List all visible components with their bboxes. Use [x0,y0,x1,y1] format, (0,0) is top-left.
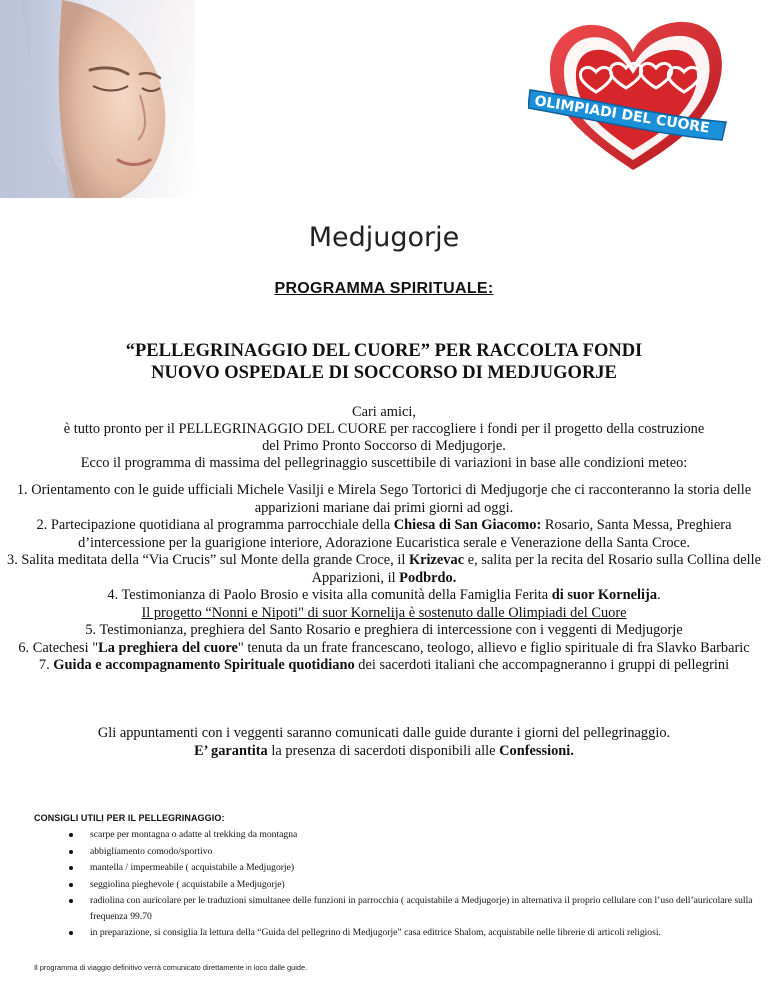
program-item-4-end: . [657,587,661,603]
program-item-2 [6,517,762,552]
headline-line-2: NUOVO OSPEDALE DI SOCCORSO DI MEDJUGORJE [151,363,617,383]
program-item-1: 1. Orientamento con le guide ufficiali Michele Vasilji e Mirela Sego Tortorici di Medjugorje che ci racconteranno la storia delle apparizioni mariane dai primi giorni ad oggi. [16,482,752,516]
olimpiadi-del-cuore-logo [528,10,738,175]
program-item-6-rest: " tenuta da un frate francescano, teologo, allievo e figlio spirituale di fra Slavko Barbaric [237,639,750,656]
closing-line-2 [10,743,758,761]
program-list [6,482,762,675]
closing-paragraph [10,725,758,760]
program-item-7-number: 7. [38,657,54,673]
list-item: scarpe per montagna o adatte al trekking da montagna [90,827,754,844]
intro-line-1: è tutto pronto per il PELLEGRINAGGIO DEL CUORE per raccogliere i fondi per il progetto della costruzione [63,421,705,437]
closing-bold-garantita: E’ garantita [194,742,268,759]
program-item-2-text: 2. Partecipazione quotidiana al programma parrocchiale della [36,517,394,533]
tips-section [34,813,754,941]
program-item-4 [6,587,762,605]
page-title: Medjugorje [308,222,460,253]
program-item-4-text: 4. Testimonianza di Paolo Brosio e visita alla comunità della Famiglia Ferita [107,587,552,603]
list-item: in preparazione, si consiglia la lettura della “Guida del pellegrino di Medjugorje” casa editrice Shalom, acquistabile nelle librerie di articoli religiosi. [90,925,754,941]
program-item-3-bold-podbrdo: Podbrdo. [399,569,457,586]
program-item-7-bold: Guida e accompagnamento Spirituale quotidiano [53,657,355,673]
list-item: abbigliamento comodo/sportivo [90,844,754,861]
headline-line-1: “PELLEGRINAGGIO DEL CUORE” PER RACCOLTA FONDI [125,341,643,361]
logo-text: OLIMPIADI DEL CUORE [533,93,711,137]
program-item-6-bold: La preghiera del cuore [98,639,238,656]
program-item-3-text: 3. Salita meditata della “Via Crucis” sul Monte della grande Croce, il [7,552,409,568]
program-item-3-rest: e, salita per la recita del Rosario sulla Collina delle Apparizioni, il [311,552,761,586]
program-item-2-bold: Chiesa di San Giacomo: [393,517,542,533]
program-item-4-bold: di suor Kornelija [551,587,658,603]
headline [40,340,728,384]
list-item: mantella / impermeabile ( acquistabile a Medjugorje) [90,860,754,877]
intro-paragraph [10,404,758,472]
program-item-6 [6,640,762,658]
tips-title: CONSIGLI UTILI PER IL PELLEGRINAGGIO: [34,813,225,823]
section-subtitle: PROGRAMMA SPIRITUALE: [274,280,494,297]
program-item-7-rest: dei sacerdoti italiani che accompagneranno i gruppi di pellegrini [354,657,730,673]
closing-bold-confessioni: Confessioni. [499,742,574,759]
footer-note: Il programma di viaggio definitivo verrà comunicato direttamente in loco dalle guide. [34,963,308,972]
program-item-7 [6,657,762,675]
program-item-5: 5. Testimonianza, preghiera del Santo Rosario e preghiera di intercessione con i veggenti di Medjugorje [85,622,683,638]
greeting: Cari amici, [352,404,416,420]
header [0,0,768,200]
closing-line-1: Gli appuntamenti con i veggenti saranno comunicati dalle guide durante i giorni del pellegrinaggio. [97,725,671,741]
intro-line-3: Ecco il programma di massima del pellegrinaggio suscettibile di variazioni in base alle condizioni meteo: [80,455,688,471]
program-item-4-note: Il progetto “Nonni e Nipoti" di suor Kornelija è sostenuto dalle Olimpiadi del Cuore [141,604,627,621]
madonna-image [0,0,195,198]
program-item-2-rest: Rosario, Santa Messa, Preghiera d’intercessione per la guarigione interiore, Adorazione Eucaristica serale e Venerazione della Santa Croce. [78,517,732,551]
intro-line-2: del Primo Pronto Soccorso di Medjugorje. [262,438,506,454]
list-item: radiolina con auricolare per le traduzioni simultanee delle funzioni in parrocchia ( acquistabile a Medjugorje) in alternativa il proprio cellulare con l’uso dell’auricolare sulla frequenza 99.70 [90,893,754,925]
list-item: seggiolina pieghevole ( acquistabile a Medjugorje) [90,877,754,894]
closing-text: la presenza di sacerdoti disponibili alle [267,742,500,759]
program-item-3 [6,552,762,587]
program-item-3-bold-krizevac: Krizevac [408,552,465,568]
program-item-6-text: 6. Catechesi " [18,639,99,656]
tips-list [34,827,754,941]
